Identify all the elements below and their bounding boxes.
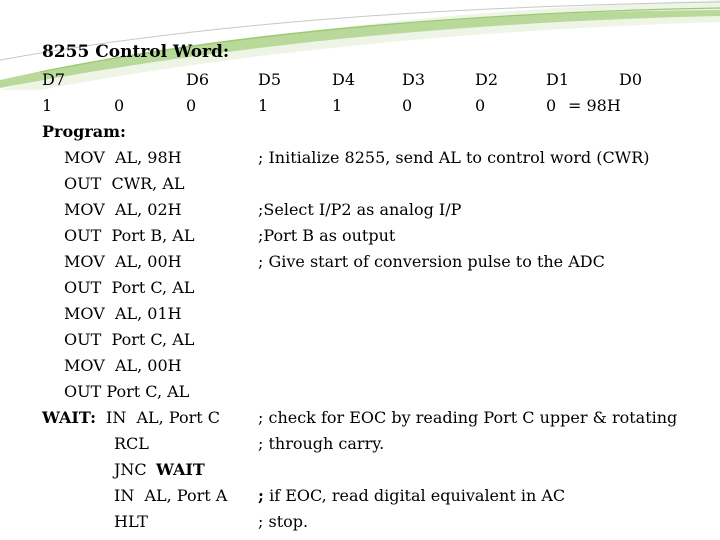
- code-line-7: MOV AL, 01H: [64, 304, 182, 323]
- bit-header-d3: D3: [402, 70, 426, 89]
- bit-header-d2: D2: [475, 70, 499, 89]
- bit-value-d6: 0: [114, 96, 125, 115]
- comment-line-15: ; stop.: [258, 512, 309, 531]
- comment-line-3: ;Select I/P2 as analog I/P: [258, 200, 462, 219]
- comment-line-11: ; check for EOC by reading Port C upper & rotating: [258, 408, 678, 427]
- bit-value-d0: 0: [546, 96, 557, 115]
- bit-value-d4: 1: [258, 96, 269, 115]
- slide-title: 8255 Control Word:: [42, 42, 230, 62]
- code-line-15: HLT: [114, 512, 148, 531]
- bit-value-d5: 0: [186, 96, 197, 115]
- comment-line-12: ; through carry.: [258, 434, 385, 453]
- code-line-3: MOV AL, 02H: [64, 200, 182, 219]
- code-line-4: OUT Port B, AL: [64, 226, 195, 245]
- bit-header-d0: D0: [619, 70, 643, 89]
- program-label: Program:: [42, 122, 126, 141]
- bit-value-d1: 0: [475, 96, 486, 115]
- code-line-13: JNC: [114, 460, 147, 479]
- code-line-11: IN AL, Port C: [106, 408, 220, 427]
- code-line-14: IN AL, Port A: [114, 486, 228, 505]
- code-line-1: MOV AL, 98H: [64, 148, 182, 167]
- bit-header-d5: D5: [258, 70, 282, 89]
- bit-value-d7: 1: [42, 96, 53, 115]
- code-line-5: MOV AL, 00H: [64, 252, 182, 271]
- comment-line-4: ;Port B as output: [258, 226, 396, 245]
- code-line-10: OUT Port C, AL: [64, 382, 190, 401]
- code-line-8: OUT Port C, AL: [64, 330, 195, 349]
- code-line-6: OUT Port C, AL: [64, 278, 195, 297]
- control-word-result: = 98H: [568, 96, 621, 115]
- bit-header-d4: D4: [332, 70, 356, 89]
- bit-header-d7: D7: [42, 70, 66, 89]
- bit-value-d3: 1: [332, 96, 343, 115]
- comment-line-5: ; Give start of conversion pulse to the ADC: [258, 252, 605, 271]
- code-line-2: OUT CWR, AL: [64, 174, 185, 193]
- bit-value-d2: 0: [402, 96, 413, 115]
- code-operand-wait: WAIT: [156, 460, 205, 479]
- comment-lead-14: ;: [258, 486, 264, 505]
- bit-header-d1: D1: [546, 70, 570, 89]
- code-line-12: RCL: [114, 434, 149, 453]
- comment-line-1: ; Initialize 8255, send AL to control word (CWR): [258, 148, 650, 167]
- code-line-9: MOV AL, 00H: [64, 356, 182, 375]
- code-label-wait: WAIT:: [42, 408, 97, 427]
- bit-header-d6: D6: [186, 70, 210, 89]
- comment-line-14: if EOC, read digital equivalent in AC: [264, 486, 566, 505]
